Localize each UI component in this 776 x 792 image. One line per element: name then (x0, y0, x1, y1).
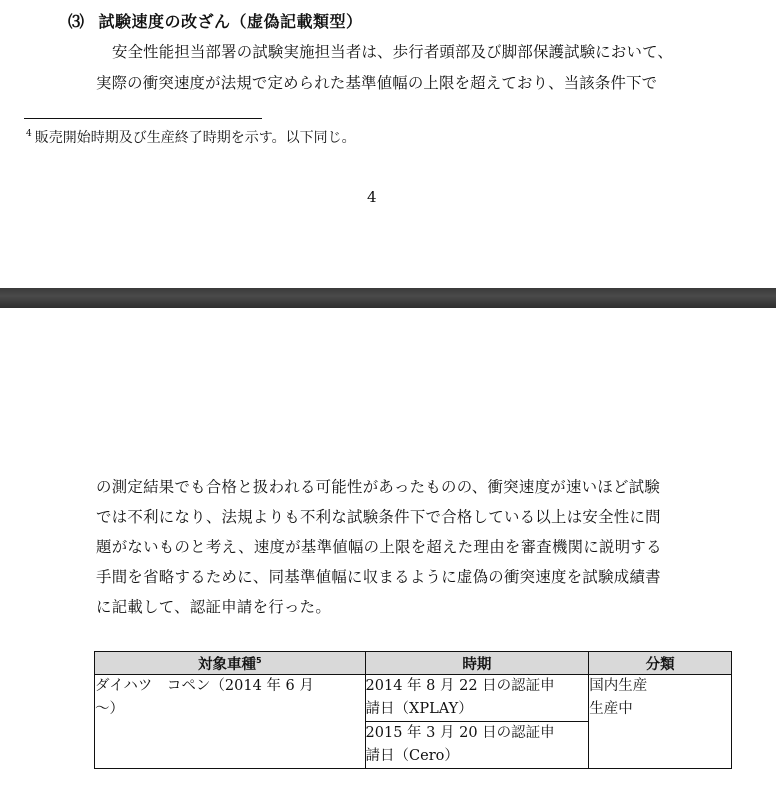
section-number: ⑶ (68, 12, 85, 31)
footnote-divider (24, 118, 262, 119)
paragraph-line: では不利になり、法規よりも不利な試験条件下で合格している以上は安全性に問 (96, 508, 661, 526)
vehicle-table (94, 651, 732, 769)
period-cell (365, 675, 589, 722)
vehicle-name-cont: ～） (95, 701, 124, 717)
paragraph-line: の測定結果でも合格と扱われる可能性があったものの、衝突速度が速いほど試験 (96, 478, 661, 496)
paragraph-line: に記載して、認証申請を行った。 (96, 598, 332, 616)
table-row (95, 675, 732, 722)
page-separator (0, 288, 776, 308)
column-header-category: 分類 (589, 652, 732, 675)
footnote-mark: 4 (26, 129, 32, 139)
period-text-cont: 請日（XPLAY） (365, 701, 473, 717)
category-text: 国内生産 (589, 678, 648, 694)
period-cell (365, 722, 589, 769)
vehicle-cell (95, 675, 366, 769)
period-text: 2014 年 8 月 22 日の認証申 (365, 678, 555, 694)
paragraph-line: 題がないものと考え、速度が基準値幅の上限を超えた理由を審査機関に説明する (96, 538, 662, 556)
footnote (26, 127, 356, 147)
column-header-vehicle: 対象車種$^5$ (95, 652, 366, 675)
period-text-cont: 請日（Cero） (365, 748, 459, 764)
category-status: 生産中 (589, 701, 633, 717)
paragraph-line: 手間を省略するために、同基準値幅に収まるように虚偽の衝突速度を試験成績書 (96, 568, 661, 586)
paragraph-line: 実際の衝突速度が法規で定められた基準値幅の上限を超えており、当該条件下で (96, 74, 658, 92)
footnote-text: 販売開始時期及び生産終了時期を示す。以下同じ。 (34, 130, 356, 146)
column-header-period: 時期 (365, 652, 589, 675)
section-title: 試験速度の改ざん（虚偽記載類型） (98, 12, 363, 31)
document-page-top (0, 0, 776, 288)
footnote-ref: 5 (255, 655, 262, 665)
table-header-row (95, 652, 732, 675)
category-cell (589, 675, 732, 769)
page-number: 4 (367, 188, 377, 206)
vehicle-name: ダイハツ コペン（2014 年 6 月 (95, 678, 314, 694)
period-text: 2015 年 3 月 20 日の認証申 (365, 725, 555, 741)
section-heading (68, 9, 363, 32)
paragraph-line: 安全性能担当部署の試験実施担当者は、歩行者頭部及び脚部保護試験において、 (112, 43, 673, 61)
